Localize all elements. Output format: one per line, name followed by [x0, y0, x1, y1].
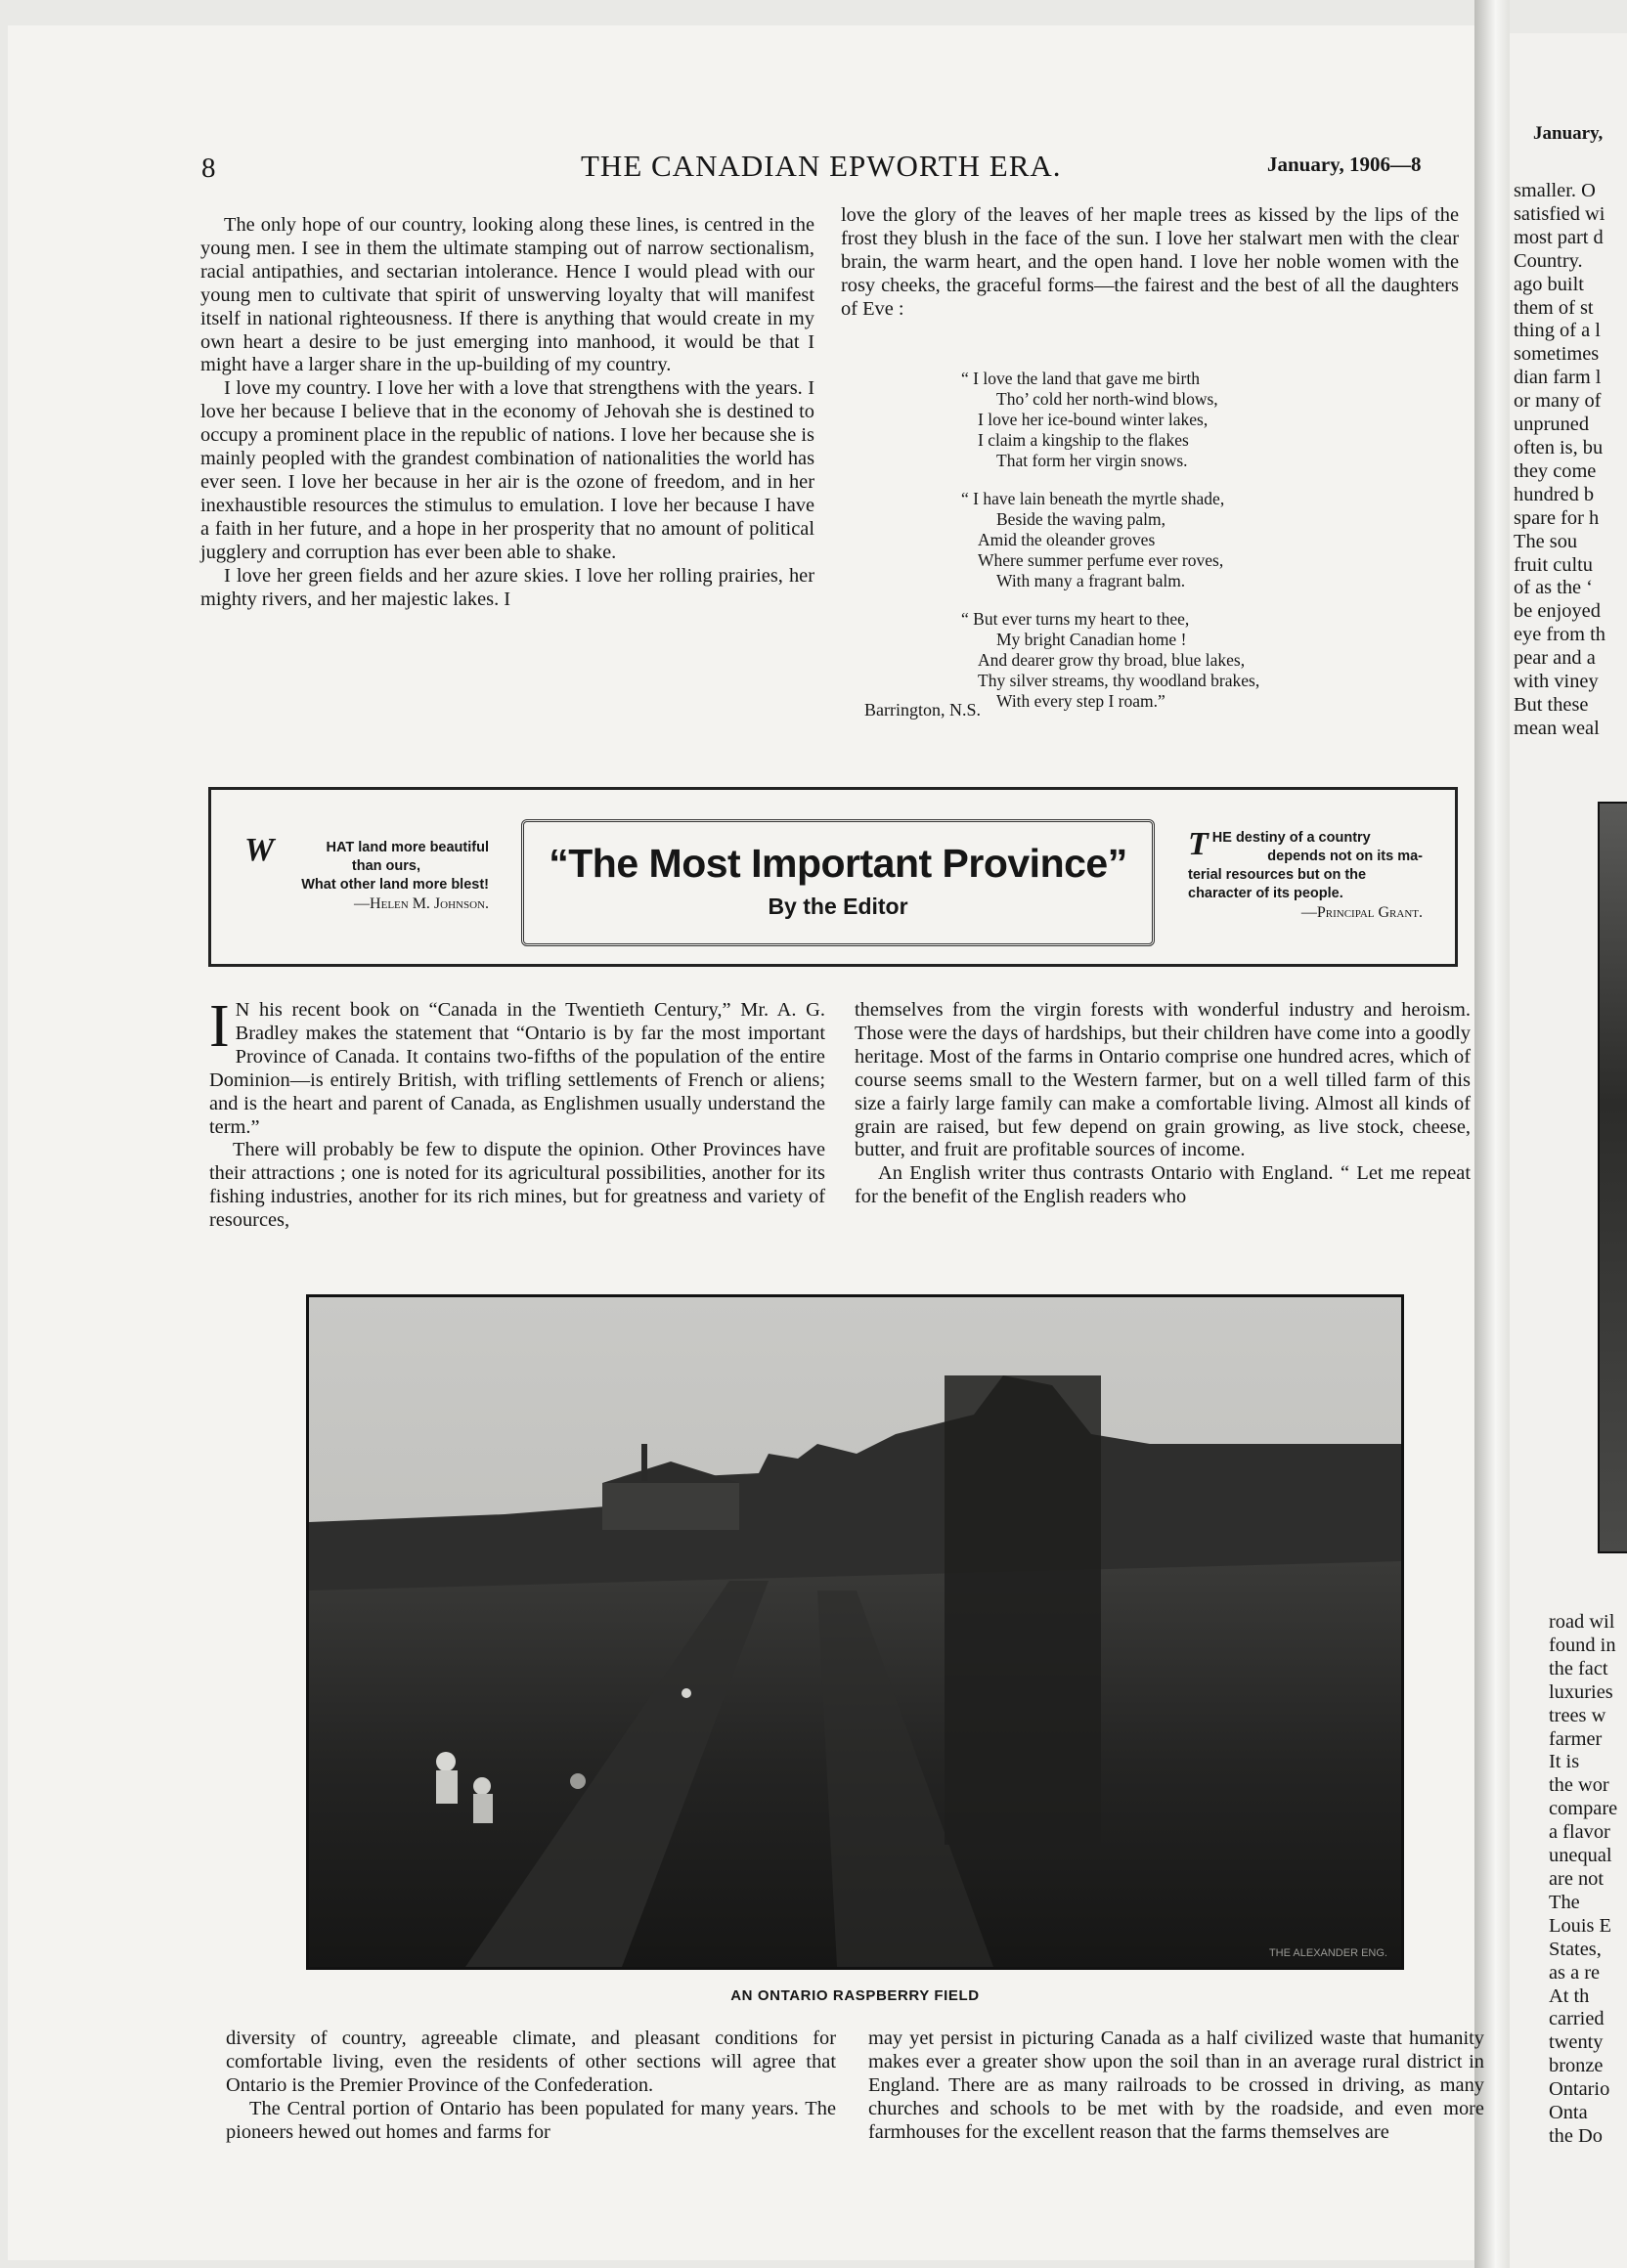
- quote-line: What other land more blest!: [301, 877, 489, 893]
- fragment-line: compare: [1549, 1798, 1618, 1820]
- fragment-line: the wor: [1549, 1774, 1609, 1797]
- poem-line: Tho’ cold her north-wind blows,: [996, 389, 1218, 409]
- quote-line: character of its people.: [1188, 886, 1343, 901]
- top-column-left: [200, 214, 814, 611]
- drop-cap: I: [209, 993, 230, 1060]
- fragment-line: eye from th: [1514, 624, 1605, 646]
- paragraph: An English writer thus contrasts Ontario with England. “ Let me repeat for the benefit of the English readers who: [855, 1162, 1471, 1208]
- fragment-line: But these: [1514, 693, 1589, 716]
- quote-line: than ours,: [351, 858, 420, 874]
- fragment-line: ago built: [1514, 273, 1584, 295]
- quote-line: THE destiny of a country: [1188, 826, 1371, 862]
- paragraph: I love my country. I love her with a love that strengthens with the years. I love her because I believe that in the economy of Jehovah she is destined to occupy a prominent place in the republic of nations. I love her because she is mainly peopled with the grandest combination of nationalities the world has ever seen. I love her because in her air is the ozone of freedom, and in her inexhaustible resources the stimulus to emulation. I love her because I have a faith in her future, and a hope in her prosperity that no amount of political jugglery and corruption has ever been able to shake.: [200, 377, 814, 563]
- photo-caption: AN ONTARIO RASPBERRY FIELD: [730, 1987, 980, 2004]
- fragment-line: At th: [1549, 1984, 1590, 2007]
- fragment-line: hundred b: [1514, 483, 1595, 505]
- adjacent-page-date: January,: [1533, 123, 1604, 144]
- fragment-line: be enjoyed: [1514, 600, 1601, 623]
- fragment-line: The sou: [1514, 530, 1578, 552]
- poem-line: Where summer perfume ever roves,: [978, 550, 1224, 570]
- issue-date: January, 1906—8: [1267, 153, 1422, 176]
- fragment-line: unpruned: [1514, 414, 1590, 436]
- fragment-line: mean weal: [1514, 717, 1600, 739]
- poem-line: With every step I roam.”: [996, 691, 1165, 711]
- fragment-line: them of st: [1514, 296, 1594, 319]
- fragment-line: pear and a: [1514, 647, 1596, 670]
- fragment-line: The: [1549, 1891, 1580, 1913]
- quote-initial: W: [244, 832, 275, 868]
- photo-credit: THE ALEXANDER ENG.: [1268, 1947, 1387, 1959]
- fragment-line: twenty: [1549, 2031, 1604, 2054]
- poem-line: Amid the oleander groves: [978, 530, 1156, 549]
- quote-attribution: —Helen M. Johnson.: [354, 895, 489, 912]
- adjacent-page-column-top: [1514, 180, 1627, 741]
- fragment-line: spare for h: [1514, 506, 1600, 529]
- poem-line: That form her virgin snows.: [996, 451, 1188, 470]
- fragment-line: are not: [1549, 1867, 1605, 1890]
- raspberry-field-photo: [306, 1294, 1404, 1970]
- photo-illustration: [309, 1297, 1401, 1967]
- fragment-line: Country.: [1514, 249, 1583, 272]
- quote-line: W HAT land more beautiful: [244, 832, 489, 868]
- paragraph: The Central portion of Ontario has been populated for many years. The pioneers hewed out homes and farms for: [226, 2097, 836, 2143]
- quote-line: terial resources but on the: [1188, 867, 1367, 883]
- poem-line: I claim a kingship to the flakes: [978, 430, 1189, 450]
- paragraph: I love her green fields and her azure skies. I love her rolling prairies, her mighty rivers, and her majestic lakes. I: [200, 564, 814, 610]
- poem-line: Beside the waving palm,: [996, 509, 1166, 529]
- paragraph: I N his recent book on “Canada in the Twentieth Century,” Mr. A. G. Bradley makes the statement that “Ontario is by far the most important Province of Canada. It contains two-fifths of the population of the entire Dominion—is entirely British, with trifling settlements of French or aliens; and is the heart and parent of Canada, as Englishmen usually understand the term.”: [209, 993, 825, 1138]
- fragment-line: they come: [1514, 459, 1597, 482]
- bottom-column-left: [226, 2028, 836, 2145]
- adjacent-page-photo: [1598, 802, 1627, 1553]
- poem-line: I love her ice-bound winter lakes,: [978, 410, 1209, 429]
- signature: Barrington, N.S.: [864, 700, 981, 720]
- poem-line: My bright Canadian home !: [996, 630, 1187, 649]
- fragment-line: the fact: [1549, 1657, 1608, 1679]
- poem-stanza: [961, 489, 1430, 591]
- fragment-line: carried: [1549, 2008, 1605, 2030]
- adjacent-page-column-bottom: [1549, 1611, 1627, 2149]
- quote-attribution: —Principal Grant.: [1300, 904, 1423, 921]
- fragment-line: smaller. O: [1514, 180, 1596, 201]
- fragment-line: fruit cultu: [1514, 553, 1593, 576]
- banner-left-quote: [244, 832, 489, 913]
- banner-right-quote: [1188, 826, 1423, 922]
- fragment-line: States,: [1549, 1938, 1602, 1960]
- fragment-line: farmer: [1549, 1727, 1603, 1750]
- fragment-line: often is, bu: [1514, 436, 1604, 458]
- poem-line: “ But ever turns my heart to thee,: [961, 609, 1190, 629]
- fragment-line: satisfied wi: [1514, 202, 1605, 225]
- fragment-line: trees w: [1549, 1704, 1606, 1726]
- adjacent-page: [1510, 33, 1627, 2268]
- top-column-right: [841, 204, 1459, 322]
- page-number: 8: [201, 153, 217, 184]
- poem-line: With many a fragrant balm.: [996, 571, 1186, 590]
- fragment-line: Onta: [1549, 2102, 1588, 2124]
- poem-stanza: [961, 369, 1430, 471]
- article-column-right: [855, 999, 1471, 1209]
- fragment-line: the Do: [1549, 2124, 1603, 2147]
- poem-line: “ I love the land that gave me birth: [961, 369, 1200, 388]
- paragraph: love the glory of the leaves of her maple trees as kissed by the lips of the frost they blush in the face of the sun. I love her stalwart men with the clear brain, the warm heart, and the open hand. I love her noble women with the rosy cheeks, the graceful forms—the fairest and the best of all the daughters of Eve :: [841, 204, 1459, 320]
- paragraph: There will probably be few to dispute the opinion. Other Provinces have their attractions ; one is noted for its agricultural possibilities, another for its fishing industries, another for its rich mines, but for greatness and variety of resources,: [209, 1139, 825, 1232]
- fragment-line: dian farm l: [1514, 367, 1602, 389]
- poem-line: “ I have lain beneath the myrtle shade,: [961, 489, 1225, 508]
- fragment-line: It is: [1549, 1751, 1580, 1773]
- poem-line: Thy silver streams, thy woodland brakes,: [978, 671, 1260, 690]
- fragment-line: thing of a l: [1514, 320, 1601, 342]
- poem: [961, 369, 1430, 729]
- poem-stanza: [961, 609, 1430, 712]
- fragment-line: most part d: [1514, 226, 1604, 248]
- bottom-column-right: [868, 2028, 1484, 2145]
- page-title: THE CANADIAN EPWORTH ERA.: [581, 149, 1062, 183]
- quote-initial: T: [1188, 826, 1209, 862]
- page-gutter: [1474, 0, 1510, 2268]
- article-column-left: [209, 993, 825, 1233]
- fragment-line: as a re: [1549, 1961, 1601, 1984]
- fragment-line: found in: [1549, 1634, 1616, 1656]
- paragraph: may yet persist in picturing Canada as a half civilized waste that humanity makes ever a greater show upon the soil than in an average rural district in England. There are as many railroads to be crossed in driving, as many churches and schools to be met with by the roadside, and even more farmhouses for the excellent reason that the farms themselves are: [868, 2028, 1484, 2143]
- article-byline: By the Editor: [768, 894, 908, 919]
- fragment-line: of as the ‘: [1514, 577, 1593, 599]
- fragment-line: or many of: [1514, 390, 1602, 413]
- quote-line: depends not on its ma-: [1267, 849, 1423, 864]
- paragraph: The only hope of our country, looking along these lines, is centred in the young men. I see in them the ultimate stamping out of narrow sectionalism, racial antipathies, and sectarian intolerance. Hence I would plead with our young men to cultivate that spirit of unswerving loyalty that will manifest itself in national righteousness. If there is anything that would create in my own heart a desire to be just emerging into manhood, it would be that I might have a larger share in the up-building of my country.: [200, 214, 814, 376]
- paragraph: diversity of country, agreeable climate, and pleasant conditions for comfortable living, even the residents of other sections will agree that Ontario is the Premier Province of the Confederation.: [226, 2028, 836, 2096]
- fragment-line: Louis E: [1549, 1914, 1611, 1937]
- paragraph: themselves from the virgin forests with wonderful industry and heroism. Those were the days of hardships, but their children have come into a goodly heritage. Most of the farms in Ontario comprise one hundred acres, which of course seems small to the Western farmer, but on a well tilled farm of this size a fairly large family can make a comfortable living. Almost all kinds of grain are raised, but few depend on grain growing, as live stock, cheese, butter, and fruit are profitable sources of income.: [855, 999, 1471, 1161]
- fragment-line: road wil: [1549, 1611, 1615, 1633]
- poem-line: And dearer grow thy broad, blue lakes,: [978, 650, 1246, 670]
- fragment-line: Ontario: [1549, 2078, 1610, 2101]
- article-title: “The Most Important Province”: [549, 841, 1127, 886]
- fragment-line: bronze: [1549, 2055, 1604, 2077]
- fragment-line: with viney: [1514, 671, 1599, 693]
- fragment-line: a flavor: [1549, 1821, 1610, 1844]
- fragment-line: unequal: [1549, 1845, 1612, 1867]
- fragment-line: sometimes: [1514, 343, 1600, 366]
- fragment-line: luxuries: [1549, 1680, 1613, 1703]
